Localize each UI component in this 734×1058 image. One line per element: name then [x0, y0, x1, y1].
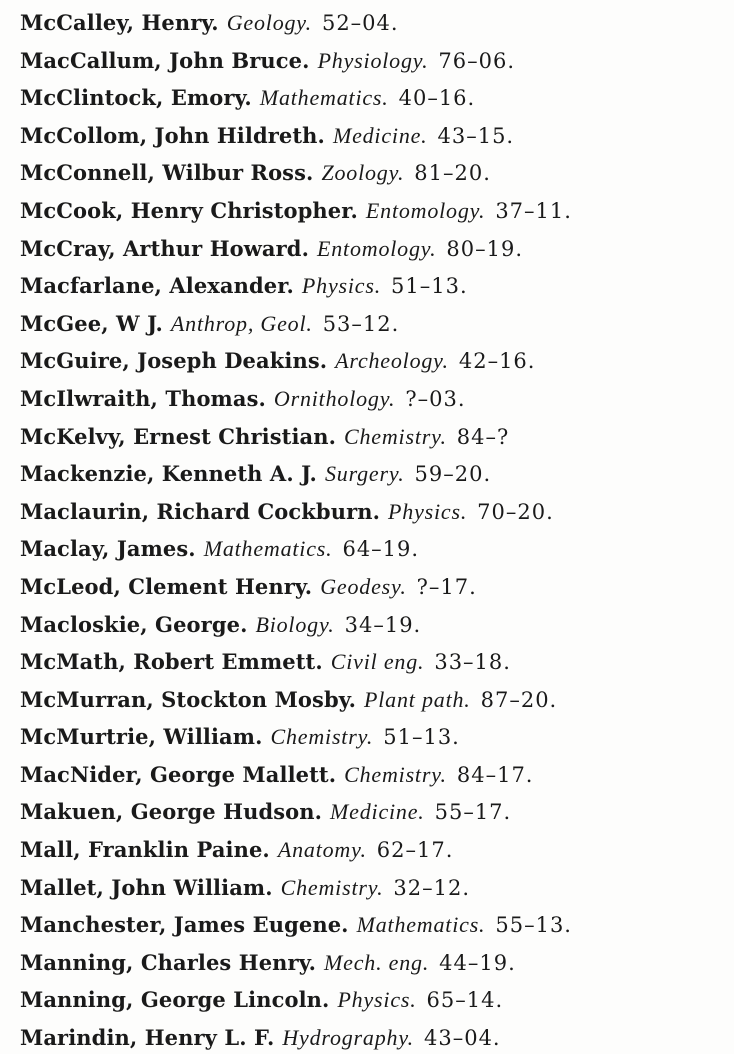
entry-field: Anthrop, Geol.	[170, 310, 313, 336]
entry-name: Manning, George Lincoln.	[20, 987, 330, 1013]
entry-field: Chemistry.	[280, 874, 384, 900]
entry-years: 87–20.	[480, 687, 558, 712]
entry-name: McCollom, John Hildreth.	[20, 122, 325, 148]
entry-years: 43–04.	[423, 1026, 501, 1051]
entry-name: Marindin, Henry L. F.	[20, 1025, 275, 1051]
entry-name: McConnell, Wilbur Ross.	[20, 160, 314, 186]
list-item	[20, 869, 720, 907]
list-item	[20, 455, 720, 493]
entry-name: Makuen, George Hudson.	[20, 799, 323, 825]
list-item	[20, 267, 720, 305]
entry-name: MacCallum, John Bruce.	[20, 47, 310, 73]
entry-name: McCook, Henry Christopher.	[20, 197, 358, 223]
entry-name: McKelvy, Ernest Christian.	[20, 423, 337, 449]
entry-years: 40–16.	[398, 86, 476, 111]
entry-field: Chemistry.	[344, 423, 447, 449]
entry-field: Geology.	[226, 10, 312, 35]
list-item	[20, 42, 720, 80]
entry-name: Macloskie, George.	[20, 611, 248, 637]
entry-name: Maclay, James.	[20, 536, 196, 562]
entry-years: 59–20.	[414, 462, 492, 487]
list-item	[20, 305, 720, 343]
list-item	[20, 643, 720, 681]
list-item	[20, 79, 720, 117]
entry-name: McLeod, Clement Henry.	[20, 573, 313, 599]
entry-name: Manning, Charles Henry.	[20, 949, 317, 975]
entry-years: ?–03.	[405, 386, 466, 411]
entry-years: 80–19.	[446, 236, 524, 261]
entry-years: 64–19.	[342, 537, 420, 562]
entry-name: Mallet, John William.	[20, 874, 273, 900]
list-item	[20, 117, 720, 155]
entry-years: 53–12.	[322, 311, 400, 336]
entry-field: Hydrography.	[282, 1025, 414, 1051]
list-item	[20, 230, 720, 268]
entry-years: 51–13.	[391, 274, 468, 299]
entry-years: 62–17.	[376, 838, 454, 863]
list-item	[20, 944, 720, 982]
entry-name: Mackenzie, Kenneth A. J.	[20, 461, 317, 487]
list-item	[20, 906, 720, 944]
entry-field: Mech. eng.	[324, 949, 430, 975]
list-item	[20, 606, 720, 644]
entry-name: Mall, Franklin Paine.	[20, 837, 270, 863]
entry-name: MacNider, George Mallett.	[20, 761, 337, 787]
list-item	[20, 681, 720, 719]
entry-years: 55–17.	[434, 800, 512, 825]
entry-field: Ornithology.	[273, 385, 396, 411]
entry-years: 65–14.	[426, 988, 504, 1013]
entry-years: 84–17.	[456, 762, 534, 787]
entry-years: 51–13.	[383, 725, 460, 750]
entry-field: Zoology.	[321, 160, 405, 186]
entry-name: McGee, W J.	[20, 310, 163, 336]
entry-years: 32–12.	[393, 875, 471, 900]
entry-years: 37–11.	[495, 198, 572, 223]
entry-name: McIlwraith, Thomas.	[20, 385, 266, 411]
entry-years: ?–17.	[416, 574, 477, 599]
entry-field: Medicine.	[330, 799, 425, 825]
entry-years: 42–16.	[458, 349, 536, 374]
list-item	[20, 756, 720, 794]
entry-field: Medicine.	[332, 122, 428, 148]
entry-years: 81–20.	[414, 161, 491, 186]
list-item	[20, 1019, 720, 1057]
entry-years: 55–13.	[495, 913, 572, 938]
entry-field: Mathematics.	[259, 85, 389, 111]
entry-field: Geodesy.	[320, 573, 407, 599]
entry-name: McCalley, Henry.	[20, 10, 219, 35]
entry-field: Civil eng.	[330, 649, 425, 675]
entry-field: Plant path.	[364, 686, 471, 712]
entry-field: Physics.	[388, 498, 468, 524]
entry-years: 70–20.	[477, 499, 554, 524]
entry-name: McClintock, Emory.	[20, 85, 252, 111]
list-item	[20, 154, 720, 192]
list-item	[20, 342, 720, 380]
entry-years: 33–18.	[434, 650, 511, 675]
entry-name: Maclaurin, Richard Cockburn.	[20, 498, 381, 524]
entry-years: 43–15.	[437, 123, 515, 148]
entry-name: Macfarlane, Alexander.	[20, 273, 294, 299]
entry-field: Physics.	[337, 987, 417, 1013]
entry-field: Entomology.	[365, 197, 486, 223]
entry-field: Biology.	[255, 611, 335, 637]
list-item	[20, 4, 720, 42]
list-item	[20, 380, 720, 418]
list-item	[20, 793, 720, 831]
list-item	[20, 718, 720, 756]
entry-name: McCray, Arthur Howard.	[20, 235, 309, 261]
list-item	[20, 192, 720, 230]
entry-name: McMurran, Stockton Mosby.	[20, 686, 357, 712]
entry-field: Mathematics.	[356, 912, 486, 938]
list-item	[20, 568, 720, 606]
entry-name: McMurtrie, William.	[20, 724, 263, 750]
entry-field: Entomology.	[317, 235, 437, 261]
list-item	[20, 493, 720, 531]
entry-field: Surgery.	[324, 461, 405, 487]
entry-years: 76–06.	[438, 48, 516, 73]
entry-name: Manchester, James Eugene.	[20, 912, 349, 938]
entry-name: McGuire, Joseph Deakins.	[20, 348, 328, 374]
entry-years: 52–04.	[321, 11, 399, 35]
entry-field: Anatomy.	[277, 837, 367, 863]
entry-list	[20, 4, 720, 1057]
entry-name: McMath, Robert Emmett.	[20, 649, 323, 675]
entry-field: Physiology.	[317, 47, 429, 73]
entry-field: Chemistry.	[270, 724, 374, 750]
entry-field: Physics.	[301, 273, 382, 299]
list-item	[20, 981, 720, 1019]
list-item	[20, 831, 720, 869]
list-item	[20, 530, 720, 568]
list-item	[20, 418, 720, 456]
entry-field: Chemistry.	[344, 761, 447, 787]
entry-years: 34–19.	[344, 612, 422, 637]
entry-years: 84–?	[456, 424, 510, 449]
entry-field: Archeology.	[335, 348, 449, 374]
entry-field: Mathematics.	[203, 536, 333, 562]
entry-years: 44–19.	[439, 950, 516, 975]
